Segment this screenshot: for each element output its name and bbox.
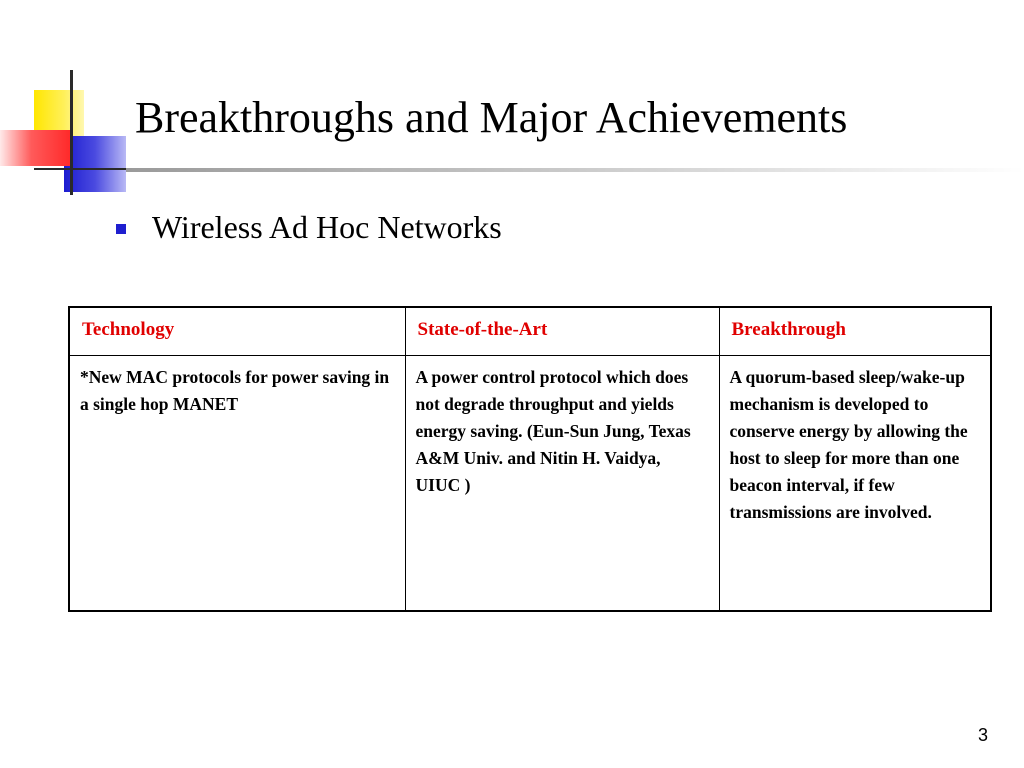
logo-red-bar: [0, 130, 70, 166]
bullet-square-icon: [116, 224, 126, 234]
comparison-table-container: [68, 306, 990, 612]
slide-logo-decoration: [0, 70, 140, 200]
header-state-of-the-art: State-of-the-Art: [405, 307, 719, 355]
header-technology: Technology: [69, 307, 405, 355]
title-underline: [126, 168, 1024, 172]
logo-blue-square: [64, 136, 126, 192]
slide-title: Breakthroughs and Major Achievements: [135, 93, 848, 142]
table-header-row: [69, 307, 991, 355]
cell-technology: *New MAC protocols for power saving in a single hop MANET: [69, 355, 405, 611]
table-row: [69, 355, 991, 611]
bullet-item: [116, 205, 502, 249]
logo-horizontal-line: [34, 168, 126, 170]
logo-vertical-line: [70, 70, 73, 195]
page-number: 3: [978, 725, 989, 745]
cell-breakthrough: A quorum-based sleep/wake-up mechanism is developed to conserve energy by allowing the host to sleep for more than one beacon interval, if few transmissions are involved.: [719, 355, 991, 611]
header-breakthrough: Breakthrough: [719, 307, 991, 355]
bullet-text: Wireless Ad Hoc Networks: [152, 209, 502, 245]
comparison-table: [68, 306, 992, 612]
cell-state-of-the-art: A power control protocol which does not degrade throughput and yields energy saving. (Eun-Sun Jung, Texas A&M Univ. and Nitin H. Vaidya, UIUC ): [405, 355, 719, 611]
